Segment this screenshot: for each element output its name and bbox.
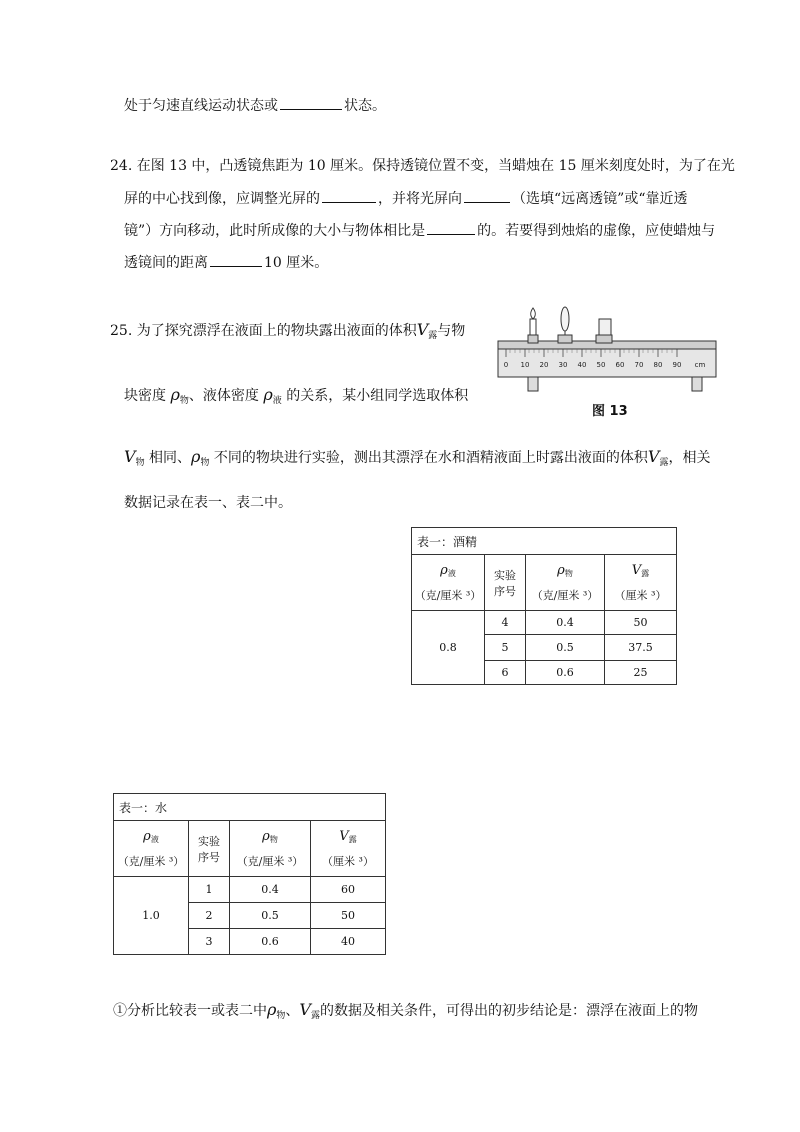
- figure-caption: 图 13: [592, 404, 628, 419]
- table-cell: 0.4: [526, 611, 605, 635]
- table-cell: 3: [189, 929, 230, 955]
- ruler-label: 80: [653, 361, 663, 369]
- ruler-label: 40: [577, 361, 587, 369]
- header-object-density: ρ物 （克/厘米 ³）: [526, 555, 605, 611]
- table-cell: 50: [311, 903, 386, 929]
- table-cell: 25: [605, 661, 677, 685]
- ruler-label: 50: [596, 361, 606, 369]
- cell-liquid-density: 1.0: [114, 877, 189, 955]
- q24-line-4: 透镜间的距离 10 厘米。: [124, 252, 328, 273]
- answer-blank[interactable]: [464, 188, 510, 203]
- table-title: 表一：酒精: [412, 528, 677, 555]
- v-symbol: $V_物$: [124, 447, 145, 468]
- header-seq: 实验 序号: [485, 555, 526, 611]
- header-volume: V露 （厘米 ³）: [311, 821, 386, 877]
- ruler-label: 20: [539, 361, 549, 369]
- table-cell: 40: [311, 929, 386, 955]
- q24-line-2: 屏的中心找到像，应调整光屏的 ，并将光屏向 （选填“远离透镜”或“靠近透: [124, 188, 687, 209]
- rho-symbol: $\rho_物$: [267, 1000, 286, 1021]
- answer-blank[interactable]: [322, 188, 376, 203]
- q24-line-3: 镜”）方向移动，此时所成像的大小与物体相比是 的。若要得到烛焰的虚像，应使蜡烛与: [124, 220, 715, 241]
- lens: [558, 307, 572, 343]
- rho-symbol: $\rho_物$: [170, 385, 189, 406]
- header-liquid-density: ρ液 （克/厘米 ³）: [412, 555, 485, 611]
- q24-line-1: 24. 在图 13 中，凸透镜焦距为 10 厘米。保持透镜位置不变，当蜡烛在 15 厘米刻度处时，为了在光: [110, 158, 735, 174]
- table-cell: 1: [189, 877, 230, 903]
- header-seq: 实验 序号: [189, 821, 230, 877]
- cell-liquid-density: 0.8: [412, 611, 485, 685]
- q25-line-2: 块密度 $\rho_物$、液体密度 $\rho_液$ 的关系，某小组同学选取体积: [124, 385, 469, 406]
- table-title: 表一：水: [114, 794, 386, 821]
- q25-line-5: ①分析比较表一或表二中$\rho_物$、$V_露$的数据及相关条件，可得出的初步结论是：漂浮在液面上的物: [113, 1000, 698, 1021]
- q25-line-1: 25. 为了探究漂浮在液面上的物块露出液面的体积$V_露$与物: [110, 320, 466, 341]
- ruler-label: 30: [558, 361, 568, 369]
- text-line-state: 处于匀速直线运动状态或 状态。: [124, 95, 386, 116]
- ruler-label: 70: [634, 361, 644, 369]
- q25-line-4: 数据记录在表一、表二中。: [124, 495, 292, 511]
- table-cell: 0.6: [230, 929, 311, 955]
- table-cell: 2: [189, 903, 230, 929]
- light-screen: [596, 319, 612, 343]
- table-alcohol: [411, 527, 677, 685]
- v-symbol: $V_露$: [299, 1000, 320, 1021]
- candle: [528, 308, 538, 343]
- v-symbol: $V_露$: [647, 447, 669, 468]
- answer-blank[interactable]: [210, 252, 262, 267]
- table-cell: 50: [605, 611, 677, 635]
- table-cell: 37.5: [605, 635, 677, 661]
- table-cell: 6: [485, 661, 526, 685]
- ruler-label: cm: [694, 361, 706, 369]
- header-object-density: ρ物 （克/厘米 ³）: [230, 821, 311, 877]
- ruler-label: 0: [503, 361, 509, 369]
- v-symbol: $V_露$: [416, 320, 438, 341]
- header-volume: V露 （厘米 ³）: [605, 555, 677, 611]
- header-liquid-density: ρ液 （克/厘米 ³）: [114, 821, 189, 877]
- table-cell: 0.5: [526, 635, 605, 661]
- table-cell: 5: [485, 635, 526, 661]
- table-cell: 60: [311, 877, 386, 903]
- answer-blank[interactable]: [280, 95, 342, 110]
- table-cell: 0.5: [230, 903, 311, 929]
- table-cell: 4: [485, 611, 526, 635]
- ruler-label: 90: [672, 361, 682, 369]
- table-cell: 0.4: [230, 877, 311, 903]
- rho-symbol: $\rho_液$: [263, 385, 282, 406]
- answer-blank[interactable]: [427, 220, 475, 235]
- table-water: [113, 793, 386, 955]
- rho-symbol: $\rho_物$: [191, 447, 210, 468]
- ruler-label: 60: [615, 361, 625, 369]
- ruler-label: 10: [520, 361, 530, 369]
- q25-line-3: $V_物$ 相同、$\rho_物$ 不同的物块进行实验，测出其漂浮在水和酒精液面上时露出液面的体积$V_露$，相关: [124, 447, 711, 468]
- table-cell: 0.6: [526, 661, 605, 685]
